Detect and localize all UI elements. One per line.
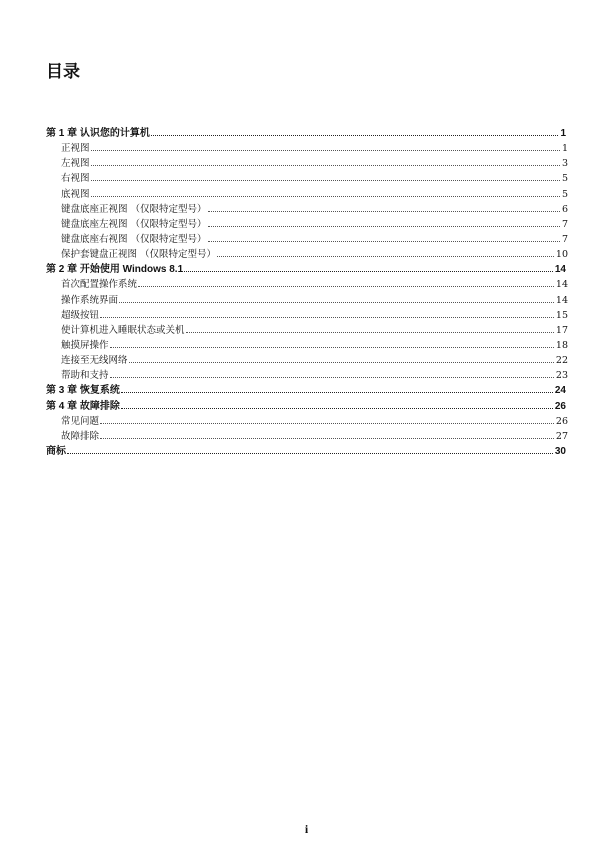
toc-page-number: 17 bbox=[555, 324, 568, 336]
toc-page-number: 14 bbox=[554, 264, 566, 276]
toc-entry-title: 第 1 章 认识您的计算机 bbox=[46, 128, 150, 139]
toc-page-number: 5 bbox=[561, 188, 568, 200]
toc-entry-title: 帮助和支持 bbox=[61, 370, 109, 382]
toc-chapter-entry[interactable] bbox=[46, 262, 568, 277]
dot-leader bbox=[208, 226, 560, 227]
dot-leader bbox=[208, 211, 560, 212]
toc-entry-title: 触摸屏操作 bbox=[61, 339, 109, 351]
toc-section-entry[interactable] bbox=[46, 202, 568, 217]
dot-leader bbox=[91, 150, 560, 151]
toc-page-number: 26 bbox=[554, 400, 566, 412]
dot-leader bbox=[110, 347, 554, 348]
toc-section-entry[interactable] bbox=[46, 171, 568, 186]
toc-section-entry[interactable] bbox=[46, 156, 568, 171]
toc-page-number: 14 bbox=[555, 279, 568, 291]
dot-leader bbox=[138, 286, 554, 287]
toc-entry-title: 商标 bbox=[46, 445, 66, 457]
toc-chapter-entry[interactable] bbox=[46, 383, 568, 398]
dot-leader bbox=[208, 241, 560, 242]
toc-entry-title: 第 3 章 恢复系统 bbox=[46, 385, 120, 397]
toc-section-entry[interactable] bbox=[46, 323, 568, 338]
dot-leader bbox=[100, 438, 554, 439]
page-number: i bbox=[304, 822, 309, 836]
dot-leader bbox=[186, 332, 554, 333]
toc-section-entry[interactable] bbox=[46, 232, 568, 247]
toc-page-number: 6 bbox=[561, 203, 568, 215]
toc-chapter-entry[interactable] bbox=[46, 444, 568, 459]
toc-page-number: 22 bbox=[555, 355, 568, 367]
toc-section-entry[interactable] bbox=[46, 277, 568, 292]
toc-page-number: 30 bbox=[554, 445, 566, 457]
dot-leader bbox=[100, 317, 554, 318]
toc-page-number: 7 bbox=[561, 218, 568, 230]
toc-entry-title: 连接至无线网络 bbox=[61, 355, 128, 367]
dot-leader bbox=[91, 165, 560, 166]
toc-page-number: 18 bbox=[555, 339, 568, 351]
toc-section-entry[interactable] bbox=[46, 293, 568, 308]
toc-section-entry[interactable] bbox=[46, 429, 568, 444]
toc-entry-title: 第 4 章 故障排除 bbox=[46, 400, 120, 412]
toc-entry-title: 使计算机进入睡眠状态或关机 bbox=[61, 324, 185, 336]
toc-entry-title: 保护套键盘正视图 （仅限特定型号） bbox=[61, 249, 217, 261]
toc-section-entry[interactable] bbox=[46, 353, 568, 368]
toc-section-entry[interactable] bbox=[46, 338, 568, 353]
page-title: 目录 bbox=[46, 62, 80, 82]
toc-entry-title: 正视图 bbox=[61, 143, 90, 155]
dot-leader bbox=[91, 180, 560, 181]
toc-entry-title: 故障排除 bbox=[61, 430, 100, 442]
toc-entry-title: 键盘底座左视图 （仅限特定型号） bbox=[61, 218, 207, 230]
toc-entry-title: 键盘底座正视图 （仅限特定型号） bbox=[61, 203, 207, 215]
dot-leader bbox=[110, 377, 554, 378]
toc-page-number: 1 bbox=[560, 128, 566, 139]
toc-entry-title: 超级按钮 bbox=[61, 309, 100, 321]
toc-section-entry[interactable] bbox=[46, 217, 568, 232]
toc-chapter-entry[interactable] bbox=[46, 399, 568, 414]
toc-page-number: 23 bbox=[555, 370, 568, 382]
dot-leader bbox=[121, 408, 553, 409]
toc-page-number: 26 bbox=[555, 415, 568, 427]
toc-entry-title: 第 2 章 开始使用 Windows 8.1 bbox=[46, 264, 184, 276]
toc-page-number: 5 bbox=[561, 173, 568, 185]
toc-page-number: 3 bbox=[561, 158, 568, 170]
toc-page-number: 14 bbox=[555, 294, 568, 306]
dot-leader bbox=[67, 453, 553, 454]
toc-page-number: 1 bbox=[561, 143, 568, 155]
toc-section-entry[interactable] bbox=[46, 247, 568, 262]
toc-entry-title: 操作系统界面 bbox=[61, 294, 119, 306]
toc-section-entry[interactable] bbox=[46, 141, 568, 156]
table-of-contents bbox=[46, 126, 568, 459]
dot-leader bbox=[91, 196, 560, 197]
dot-leader bbox=[217, 256, 554, 257]
dot-leader bbox=[129, 362, 554, 363]
dot-leader bbox=[184, 271, 553, 272]
toc-page-number: 24 bbox=[554, 385, 566, 397]
toc-page-number: 27 bbox=[555, 430, 568, 442]
toc-section-entry[interactable] bbox=[46, 368, 568, 383]
toc-entry-title: 左视图 bbox=[61, 158, 90, 170]
toc-section-entry[interactable] bbox=[46, 414, 568, 429]
toc-entry-title: 底视图 bbox=[61, 188, 90, 200]
toc-entry-title: 右视图 bbox=[61, 173, 90, 185]
toc-page-number: 15 bbox=[555, 309, 568, 321]
dot-leader bbox=[151, 135, 559, 136]
toc-page-number: 10 bbox=[555, 249, 568, 261]
toc-page-number: 7 bbox=[561, 233, 568, 245]
toc-section-entry[interactable] bbox=[46, 308, 568, 323]
dot-leader bbox=[119, 302, 554, 303]
toc-entry-title: 首次配置操作系统 bbox=[61, 279, 138, 291]
toc-entry-title: 常见问题 bbox=[61, 415, 100, 427]
toc-entry-title: 键盘底座右视图 （仅限特定型号） bbox=[61, 233, 207, 245]
toc-section-entry[interactable] bbox=[46, 187, 568, 202]
dot-leader bbox=[100, 423, 554, 424]
toc-chapter-entry[interactable] bbox=[46, 126, 568, 141]
dot-leader bbox=[121, 392, 553, 393]
